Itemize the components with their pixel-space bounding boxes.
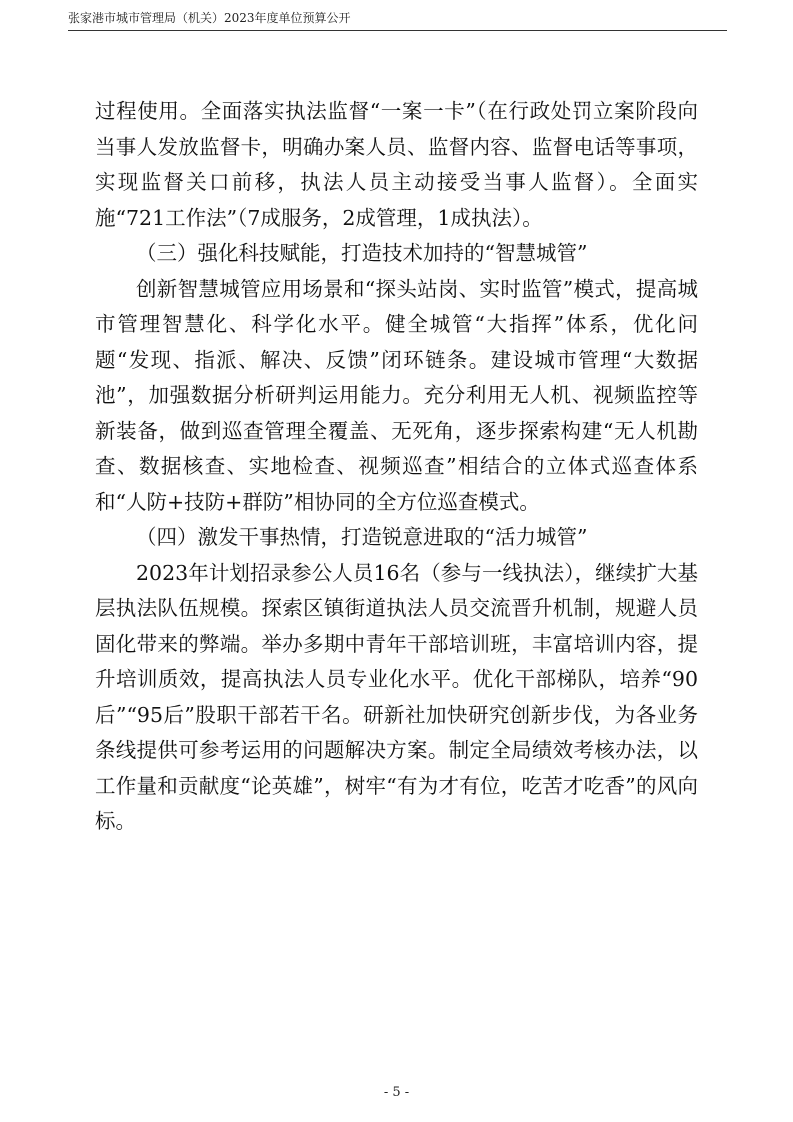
section-heading-4: （四）激发干事热情，打造锐意进取的“活力城管” — [136, 525, 588, 549]
section-heading-3: （三）强化科技赋能，打造技术加持的“智慧城管” — [136, 241, 588, 265]
page-header: 张家港市城市管理局（机关）2023年度单位预算公开 — [68, 11, 351, 25]
paragraph-staffing: 2023年计划招录参公人员16名（参与一线执法），继续扩大基层执法队伍规模。探索区镇街道执法人员交流晋升机制，规避人员固化带来的弊端。举办多期中青年干部培训班，丰富培训内容，提升培训质效，提高执法人员专业化水平。优化干部梯队，培养“90后”“95后”股职干部若干名。研新社加快研究创新步伐，为各业务条线提供可参考运用的问题解决方案。制定全局绩效考核办法，以工作量和贡献度“论英雄”，树牢“有为才有位，吃苦才吃香”的风向标。 — [95, 560, 698, 833]
page-number: - 5 - — [383, 1085, 410, 1100]
document-body — [95, 94, 698, 840]
paragraph-smart-management: 创新智慧城管应用场景和“探头站岗、实时监管”模式，提高城市管理智慧化、科学化水平。健全城管“大指挥”体系，优化问题“发现、指派、解决、反馈”闭环链条。建设城市管理“大数据池”，加强数据分析研判运用能力。充分利用无人机、视频监控等新装备，做到巡查管理全覆盖、无死角，逐步探索构建“无人机勘查、数据核查、实地检查、视频巡查”相结合的立体式巡查体系和“人防+技防+群防”相协同的全方位巡查模式。 — [95, 276, 698, 514]
header-divider — [68, 30, 727, 31]
paragraph-continuation: 过程使用。全面落实执法监督“一案一卡”（在行政处罚立案阶段向当事人发放监督卡，明确办案人员、监督内容、监督电话等事项，实现监督关口前移，执法人员主动接受当事人监督）。全面实施“721工作法”（7成服务，2成管理，1成执法）。 — [95, 99, 698, 230]
